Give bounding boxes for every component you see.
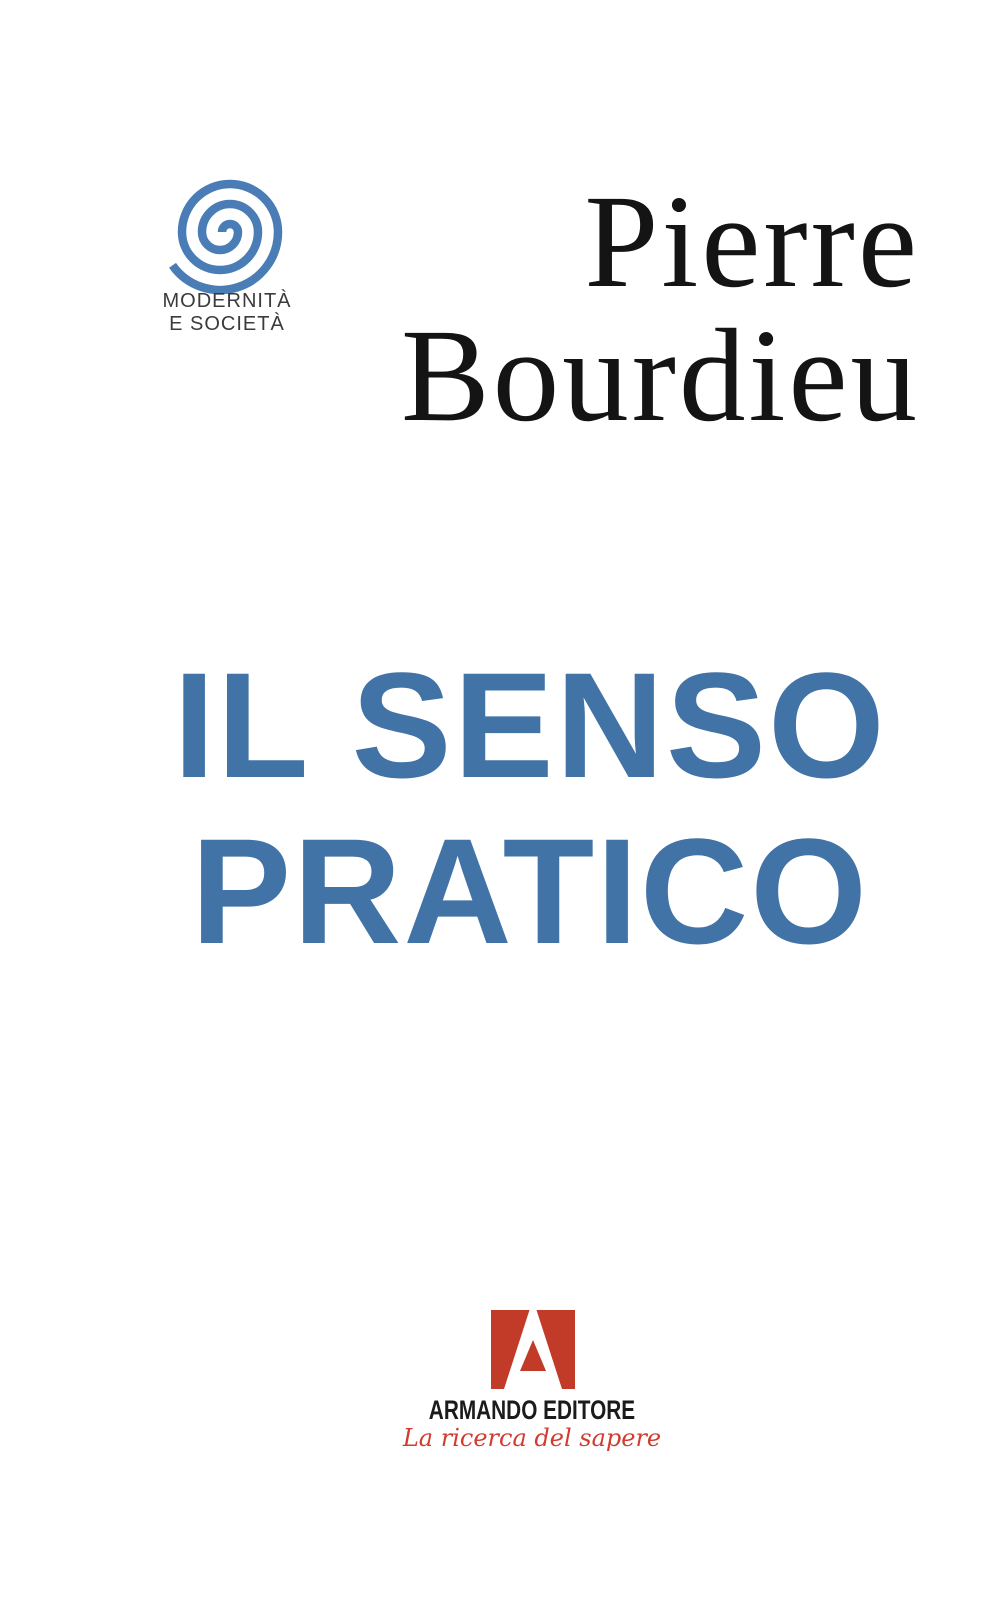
series-name-line2: E SOCIETÀ [169, 313, 285, 335]
author-name [401, 167, 920, 449]
series-name-line1: MODERNITÀ [162, 290, 292, 312]
letter-a-logo-icon [491, 1310, 575, 1389]
series-name [127, 290, 327, 336]
book-title [30, 642, 1000, 974]
author-last-name: Bourdieu [401, 301, 920, 449]
spiral-icon [164, 170, 286, 296]
publisher-name: ARMANDO EDITORE [428, 1395, 636, 1425]
author-first-name: Pierre [584, 167, 920, 315]
book-title-line2: PRATICO [191, 807, 869, 975]
publisher-tagline: La ricerca del sapere [402, 1424, 662, 1452]
book-title-line1: IL SENSO [173, 641, 887, 809]
